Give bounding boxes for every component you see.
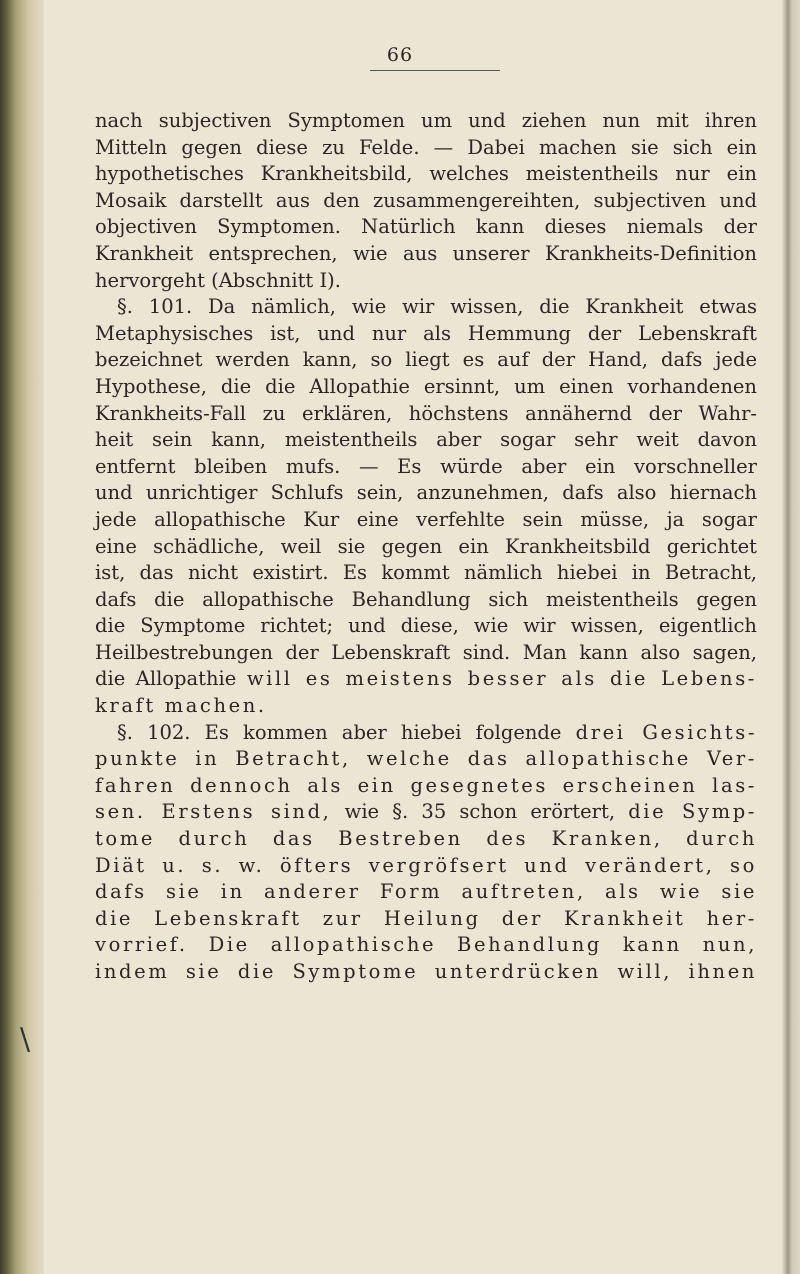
- book-binding-edge: [0, 0, 44, 1274]
- spaced-emphasis-text: dafs sie in anderer Form auftreten, als wie sie: [95, 880, 757, 904]
- text-line: [95, 587, 757, 614]
- text-segment: objectiven Symptomen. Natürlich kann dieses niemals der: [95, 215, 757, 239]
- text-segment: Mitteln gegen diese zu Felde. — Dabei machen sie sich ein: [95, 135, 757, 159]
- text-line: [95, 321, 757, 348]
- text-line: [95, 507, 757, 534]
- text-line: [95, 720, 757, 747]
- text-line: [95, 374, 757, 401]
- spaced-emphasis-text: indem sie die Symptome unterdrücken will, ihnen: [95, 960, 757, 983]
- text-line: [95, 534, 757, 561]
- text-segment: eine schädliche, weil sie gegen ein Krankheitsbild gerichtet: [95, 534, 757, 558]
- text-line: [95, 666, 757, 693]
- text-line: [95, 959, 757, 986]
- page-right-edge: [782, 0, 800, 1274]
- spaced-emphasis-text: punkte in Betracht, welche das allopathische Ver-: [95, 747, 757, 771]
- text-line: [95, 241, 757, 268]
- spaced-emphasis-text: kraft machen.: [95, 694, 267, 718]
- spaced-emphasis-text: vorrief. Die allopathische Behandlung kann nun,: [95, 933, 757, 957]
- text-line: [95, 613, 757, 640]
- text-segment: wie §. 35 schon erörtert,: [331, 800, 629, 824]
- text-segment: und unrichtiger Schlufs sein, anzunehmen, dafs also hiernach: [95, 481, 757, 505]
- spaced-emphasis-text: fahren dennoch als ein gesegnetes erscheinen las-: [95, 773, 757, 797]
- text-line: [95, 693, 757, 720]
- text-line: [95, 135, 757, 162]
- text-line: [95, 826, 757, 853]
- text-segment: Metaphysisches ist, und nur als Hemmung der Lebenskraft: [95, 321, 757, 345]
- text-line: [95, 188, 757, 215]
- text-line: [95, 480, 757, 507]
- text-segment: entfernt bleiben mufs. — Es würde aber ein vorschneller: [95, 454, 757, 478]
- page-number-rule: [370, 70, 500, 71]
- text-segment: §. 101. Da nämlich, wie wir wissen, die Krankheit etwas: [117, 295, 757, 319]
- text-line: [95, 401, 757, 428]
- text-line: [95, 108, 757, 135]
- text-segment: Mosaik darstellt aus den zusammengereihten, subjectiven und: [95, 188, 757, 212]
- spaced-emphasis-text: tome durch das Bestreben des Kranken, durch: [95, 827, 757, 851]
- page-number: 66: [386, 44, 414, 66]
- text-segment: die Allopathie: [95, 667, 247, 691]
- text-segment: nach subjectiven Symptomen um und ziehen nun mit ihren: [95, 109, 757, 132]
- text-segment: dafs die allopathische Behandlung sich meistentheils gegen: [95, 587, 757, 611]
- spaced-emphasis-text: Diät u. s. w. öfters vergröfsert und verändert, so: [95, 853, 757, 877]
- text-segment: Heilbestrebungen der Lebenskraft sind. Man kann also sagen,: [95, 640, 757, 664]
- spaced-emphasis-text: drei Gesichts-: [575, 720, 758, 744]
- text-segment: ist, das nicht existirt. Es kommt nämlich hiebei in Betracht,: [95, 561, 757, 585]
- spaced-emphasis-text: die Symp-: [628, 800, 757, 824]
- text-line: [95, 560, 757, 587]
- text-line: [95, 879, 757, 906]
- text-line: [95, 268, 757, 295]
- text-line: [95, 294, 757, 321]
- text-line: [95, 161, 757, 188]
- text-line: [95, 746, 757, 773]
- text-segment: Hypothese, die die Allopathie ersinnt, um einen vorhandenen: [95, 374, 757, 398]
- spaced-emphasis-text: sen. Erstens sind,: [95, 800, 332, 824]
- spaced-emphasis-text: die Lebenskraft zur Heilung der Krankheit her-: [95, 906, 757, 930]
- text-segment: §. 102. Es kommen aber hiebei folgende: [117, 720, 576, 744]
- text-line: [95, 427, 757, 454]
- text-segment: jede allopathische Kur eine verfehlte sein müsse, ja sogar: [95, 507, 757, 531]
- text-segment: Krankheits-Fall zu erklären, höchstens annähernd der Wahr-: [95, 401, 757, 425]
- text-line: [95, 906, 757, 933]
- text-line: [95, 640, 757, 667]
- text-segment: hervorgeht (Abschnitt I).: [95, 268, 341, 292]
- text-line: [95, 773, 757, 800]
- text-line: [95, 932, 757, 959]
- spaced-emphasis-text: will es meistens besser als die Lebens-: [246, 667, 757, 691]
- text-line: [95, 454, 757, 481]
- text-segment: die Symptome richtet; und diese, wie wir wissen, eigentlich: [95, 614, 757, 638]
- text-segment: hypothetisches Krankheitsbild, welches meistentheils nur ein: [95, 162, 757, 186]
- text-line: [95, 347, 757, 374]
- text-segment: Krankheit entsprechen, wie aus unserer Krankheits-Definition: [95, 241, 757, 265]
- text-segment: heit sein kann, meistentheils aber sogar sehr weit davon: [95, 428, 757, 452]
- body-text: [95, 108, 757, 986]
- text-segment: bezeichnet werden kann, so liegt es auf der Hand, dafs jede: [95, 348, 757, 372]
- margin-pencil-mark: \: [20, 1022, 31, 1057]
- text-line: [95, 853, 757, 880]
- text-line: [95, 799, 757, 826]
- text-line: [95, 214, 757, 241]
